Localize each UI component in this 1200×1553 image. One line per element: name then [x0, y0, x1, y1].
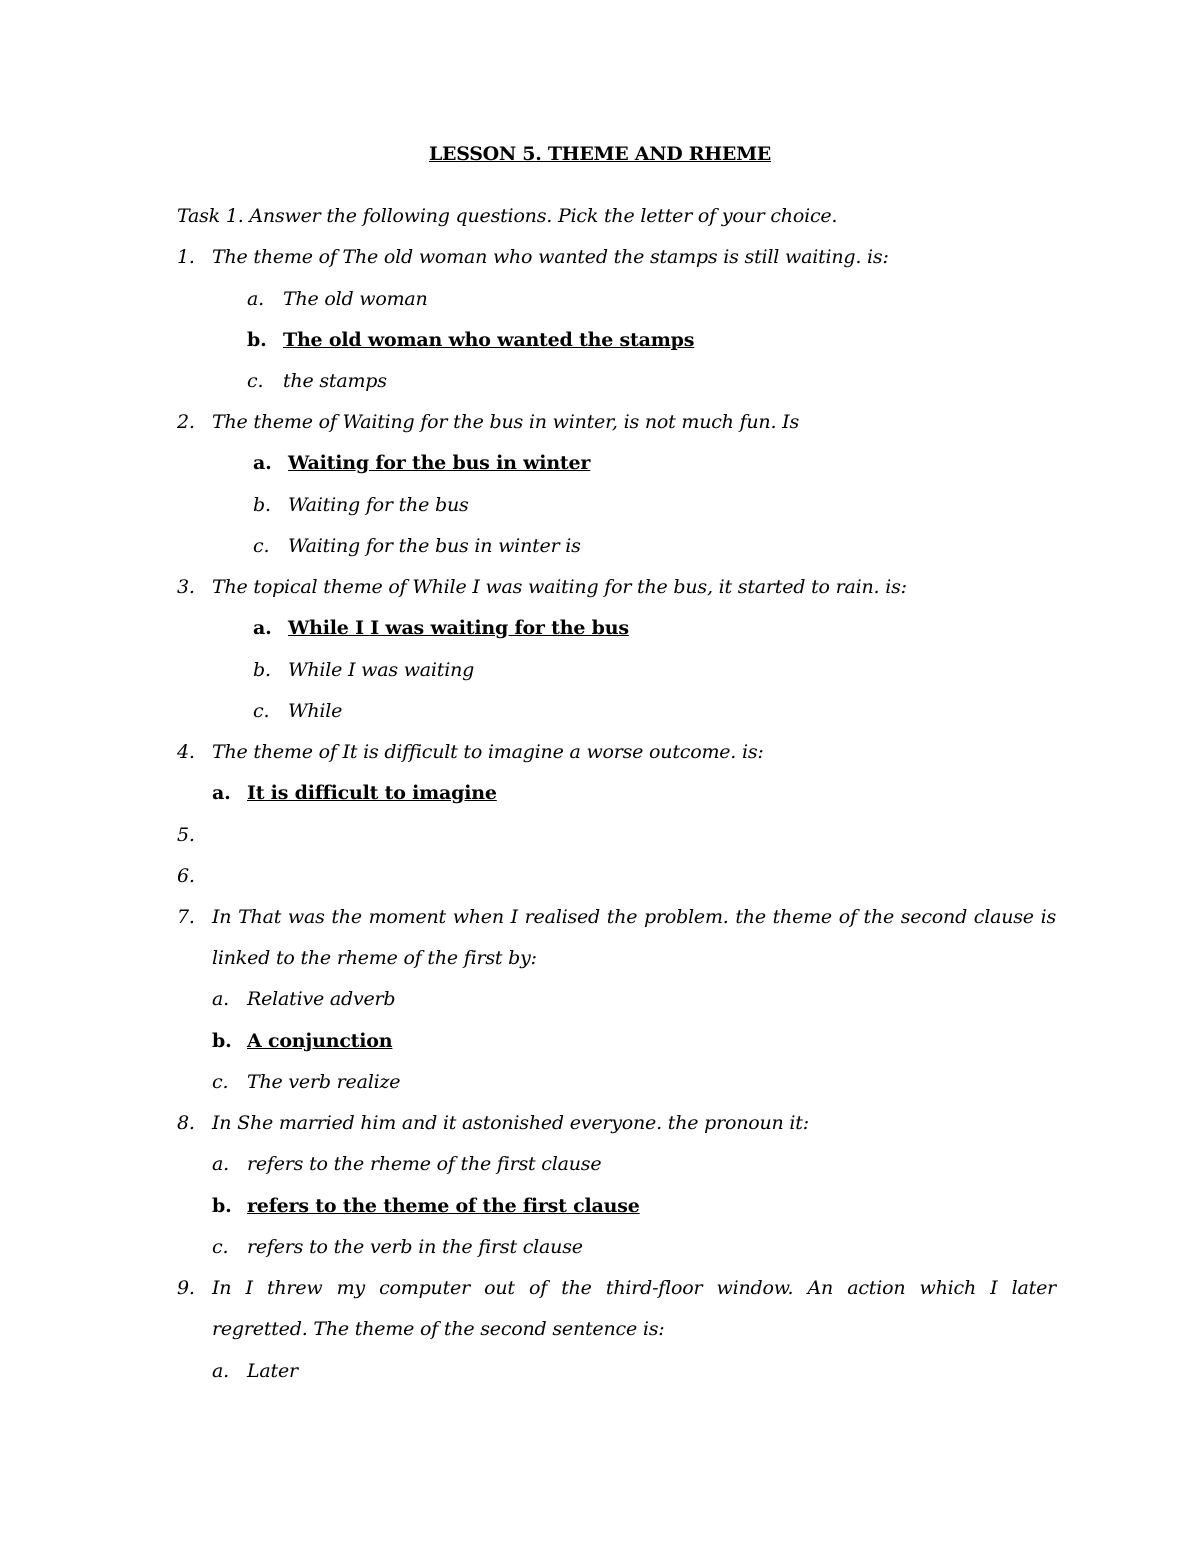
option-text: refers to the theme of the first clause [247, 1195, 640, 1217]
option-letter: b. [253, 494, 271, 516]
option-text: While I I was waiting for the bus [288, 617, 629, 639]
option-letter: b. [247, 329, 267, 351]
question-number: 9. [177, 1277, 195, 1299]
option-text: Later [247, 1360, 298, 1382]
question-number: 8. [177, 1112, 195, 1134]
option-text: While [288, 700, 343, 722]
question-9-text-line-2 [212, 1318, 664, 1340]
option-letter: c. [253, 700, 270, 722]
question-7-text-line-1: In That was the moment when I realised the problem. the theme of the second clause is [212, 906, 1056, 928]
option-letter: a. [253, 452, 272, 474]
option-text: The old woman [283, 288, 428, 310]
task-text: Task 1. Answer the following questions. Pick the letter of your choice. [177, 205, 838, 227]
question-text: linked to the rheme of the first by: [212, 947, 537, 969]
option-letter: c. [253, 535, 270, 557]
question-text: regretted. The theme of the second sentence is: [212, 1318, 665, 1340]
question-text: The topical theme of While I was waiting for the bus, it started to rain. is: [212, 576, 907, 598]
question-text: The theme of The old woman who wanted the stamps is still waiting. is: [212, 246, 889, 268]
question-text: The theme of It is difficult to imagine a worse outcome. is: [212, 741, 764, 763]
option-text: refers to the rheme of the first clause [247, 1153, 602, 1175]
question-number: 1. [177, 246, 195, 268]
option-letter: c. [212, 1236, 229, 1258]
question-number: 5. [177, 824, 195, 846]
option-letter: a. [212, 1153, 229, 1175]
question-number: 6. [177, 865, 195, 887]
option-text: Waiting for the bus [288, 494, 469, 516]
option-letter: a. [212, 782, 231, 804]
option-text: the stamps [283, 370, 387, 392]
option-text: The verb realize [247, 1071, 401, 1093]
option-letter: b. [253, 659, 271, 681]
option-text: refers to the verb in the first clause [247, 1236, 583, 1258]
question-7-text-line-2 [212, 947, 537, 969]
option-text: It is difficult to imagine [247, 782, 497, 804]
option-text: Waiting for the bus in winter is [288, 535, 581, 557]
question-number: 4. [177, 741, 195, 763]
option-letter: c. [247, 370, 264, 392]
task-instruction [177, 205, 837, 227]
option-text: Waiting for the bus in winter [288, 452, 591, 474]
option-letter: a. [253, 617, 272, 639]
option-text: The old woman who wanted the stamps [283, 329, 695, 351]
question-text: The theme of Waiting for the bus in winter, is not much fun. Is [212, 411, 800, 433]
question-number: 2. [177, 411, 195, 433]
option-text: A conjunction [247, 1030, 393, 1052]
question-number: 7. [177, 906, 195, 928]
option-letter: a. [212, 988, 229, 1010]
question-number: 3. [177, 576, 195, 598]
option-text: While I was waiting [288, 659, 475, 681]
question-text: In She married him and it astonished everyone. the pronoun it: [212, 1112, 809, 1134]
option-letter: b. [212, 1195, 232, 1217]
lesson-title: LESSON 5. THEME AND RHEME [429, 143, 771, 165]
option-text: Relative adverb [247, 988, 396, 1010]
option-letter: b. [212, 1030, 232, 1052]
option-letter: a. [247, 288, 264, 310]
question-9-text-line-1: In I threw my computer out of the third-floor window. An action which I later [212, 1277, 1056, 1299]
option-letter: c. [212, 1071, 229, 1093]
option-letter: a. [212, 1360, 229, 1382]
